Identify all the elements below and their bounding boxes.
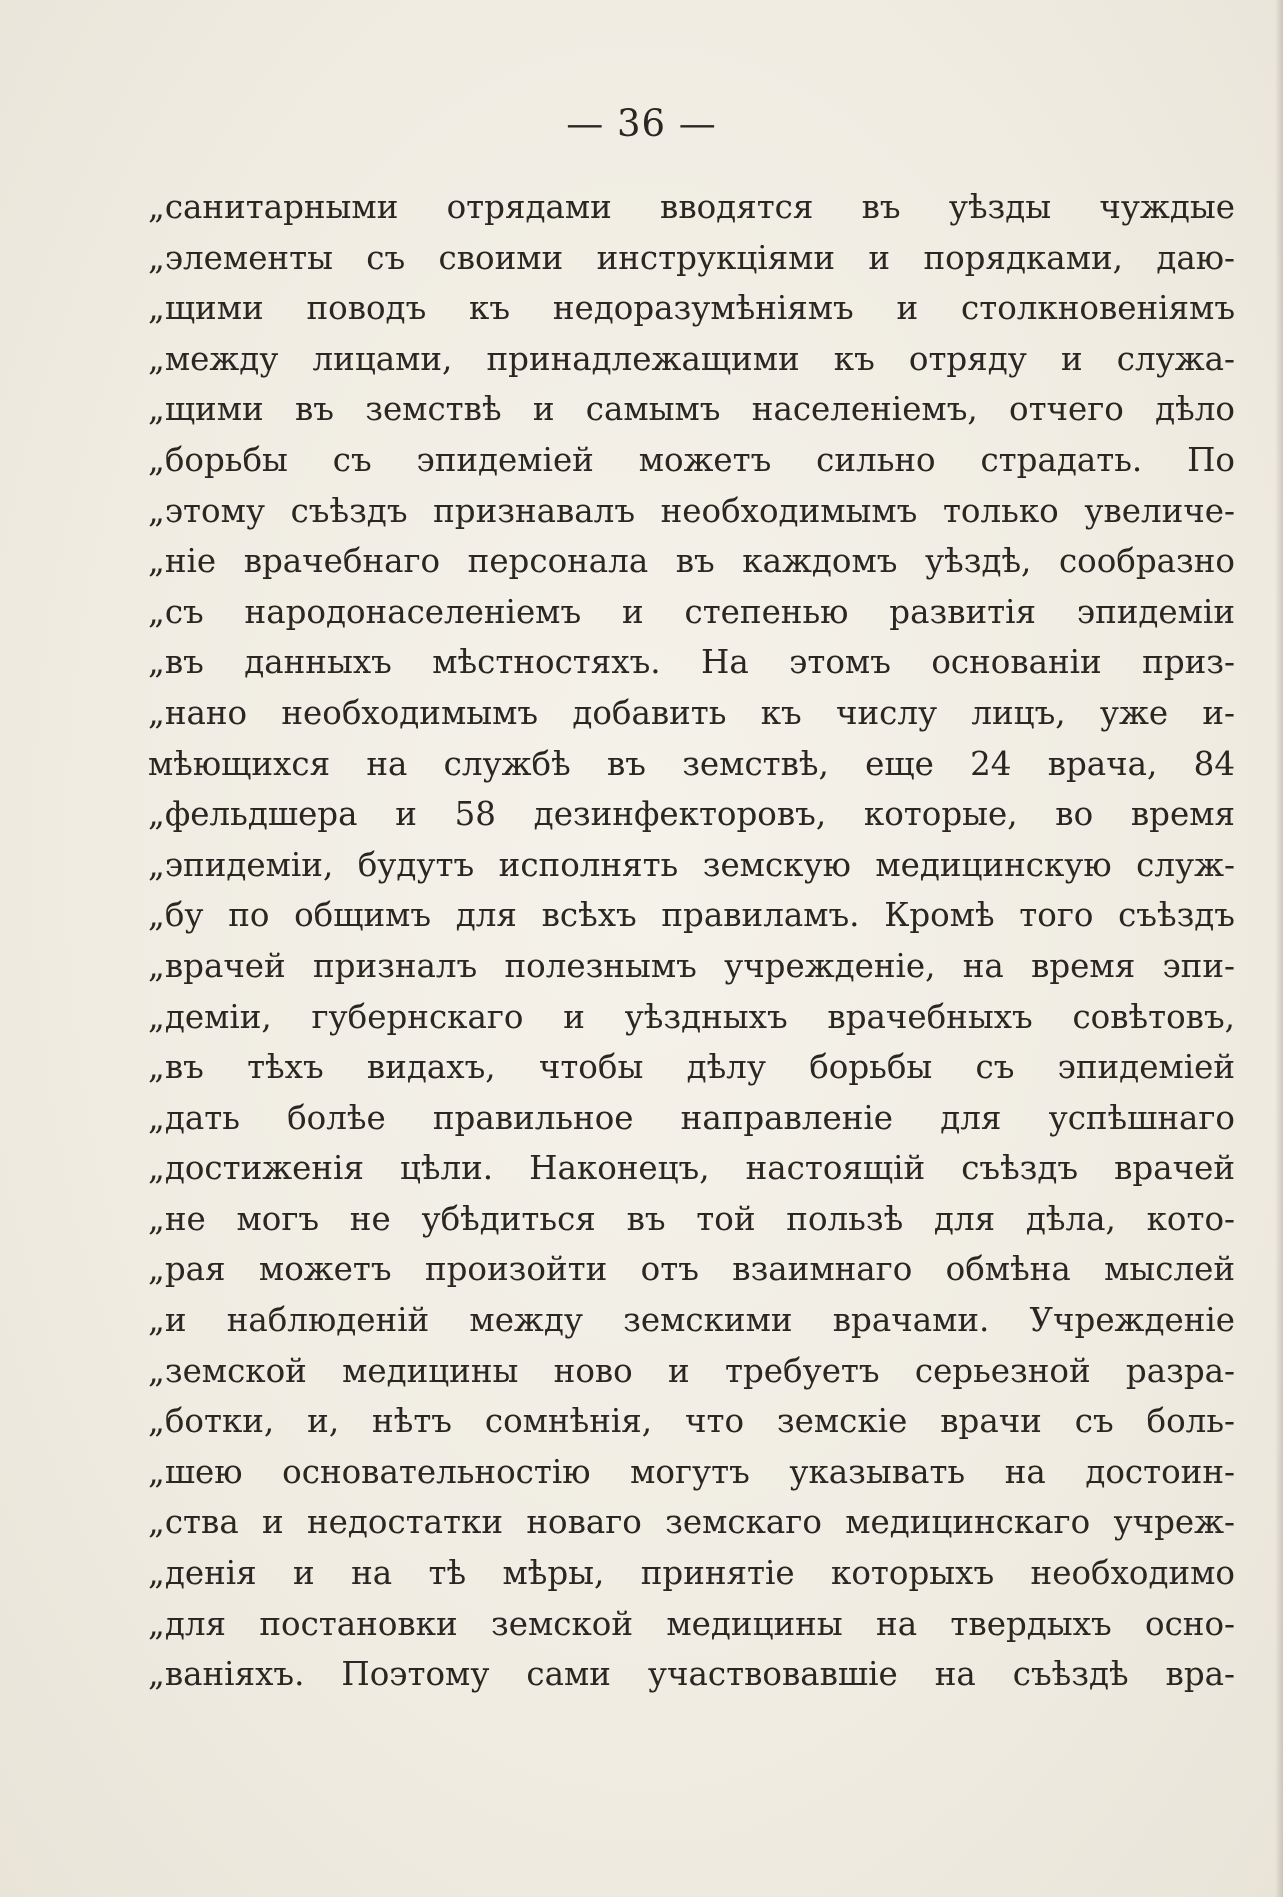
text-line: „элементы съ своими инструкціями и порядками, даю- xyxy=(148,238,1235,277)
text-line: „не могъ не убѣдиться въ той пользѣ для дѣла, кото- xyxy=(148,1199,1235,1238)
text-line: „дать болѣе правильное направленіе для успѣшнаго xyxy=(148,1098,1235,1137)
text-line: „щими въ земствѣ и самымъ населеніемъ, отчего дѣло xyxy=(148,390,1235,429)
text-line: „рая можетъ произойти отъ взаимнаго обмѣна мыслей xyxy=(148,1250,1235,1289)
text-line: „достиженія цѣли. Наконецъ, настоящій съѣздъ врачей xyxy=(148,1149,1235,1188)
text-line: „этому съѣздъ признавалъ необходимымъ только увеличе- xyxy=(148,491,1235,530)
text-line: „для постановки земской медицины на твердыхъ осно- xyxy=(148,1604,1235,1643)
text-line: „санитарными отрядами вводятся въ уѣзды чуждые xyxy=(148,188,1235,226)
text-line: „врачей призналъ полезнымъ учрежденіе, на время эпи- xyxy=(148,946,1235,985)
text-line: „въ данныхъ мѣстностяхъ. На этомъ основаніи приз- xyxy=(148,643,1235,682)
text-line: мѣющихся на службѣ въ земствѣ, еще 24 врача, 84 xyxy=(148,744,1235,783)
text-line: „бу по общимъ для всѣхъ правиламъ. Кромѣ того съѣздъ xyxy=(148,896,1235,935)
text-line: „деміи, губернскаго и уѣздныхъ врачебныхъ совѣтовъ, xyxy=(148,997,1235,1036)
text-line: „и наблюденій между земскими врачами. Учрежденіе xyxy=(148,1301,1235,1340)
body-text xyxy=(148,182,1235,1700)
text-line: „денія и на тѣ мѣры, принятіе которыхъ необходимо xyxy=(148,1554,1235,1593)
text-line: „земской медицины ново и требуетъ серьезной разра- xyxy=(148,1351,1235,1390)
text-line: „ботки, и, нѣтъ сомнѣнія, что земскіе врачи съ боль- xyxy=(148,1402,1235,1441)
text-line: „шею основательностію могутъ указывать на достоин- xyxy=(148,1452,1235,1491)
text-line: „ства и недостатки новаго земскаго медицинскаго учреж- xyxy=(148,1503,1235,1542)
text-line: „нано необходимымъ добавить къ числу лицъ, уже и- xyxy=(148,693,1235,732)
text-line: „въ тѣхъ видахъ, чтобы дѣлу борьбы съ эпидеміей xyxy=(148,1048,1235,1087)
text-line: „борьбы съ эпидеміей можетъ сильно страдать. По xyxy=(148,440,1235,479)
text-line: „съ народонаселеніемъ и степенью развитія эпидеміи xyxy=(148,592,1235,631)
text-line: „ніе врачебнаго персонала въ каждомъ уѣздѣ, сообразно xyxy=(148,542,1235,581)
page-edge-shadow xyxy=(1275,0,1283,1897)
text-line: „эпидеміи, будутъ исполнять земскую медицинскую служ- xyxy=(148,845,1235,884)
text-line: „между лицами, принадлежащими къ отряду и служа- xyxy=(148,339,1235,378)
text-line: „фельдшера и 58 дезинфекторовъ, которые, во время xyxy=(148,795,1235,834)
text-line: „щими поводъ къ недоразумѣніямъ и столкновеніямъ xyxy=(148,289,1235,328)
page-number: — 36 — xyxy=(566,102,717,145)
text-line: „ваніяхъ. Поэтому сами участвовавшіе на съѣздѣ вра- xyxy=(148,1655,1235,1694)
